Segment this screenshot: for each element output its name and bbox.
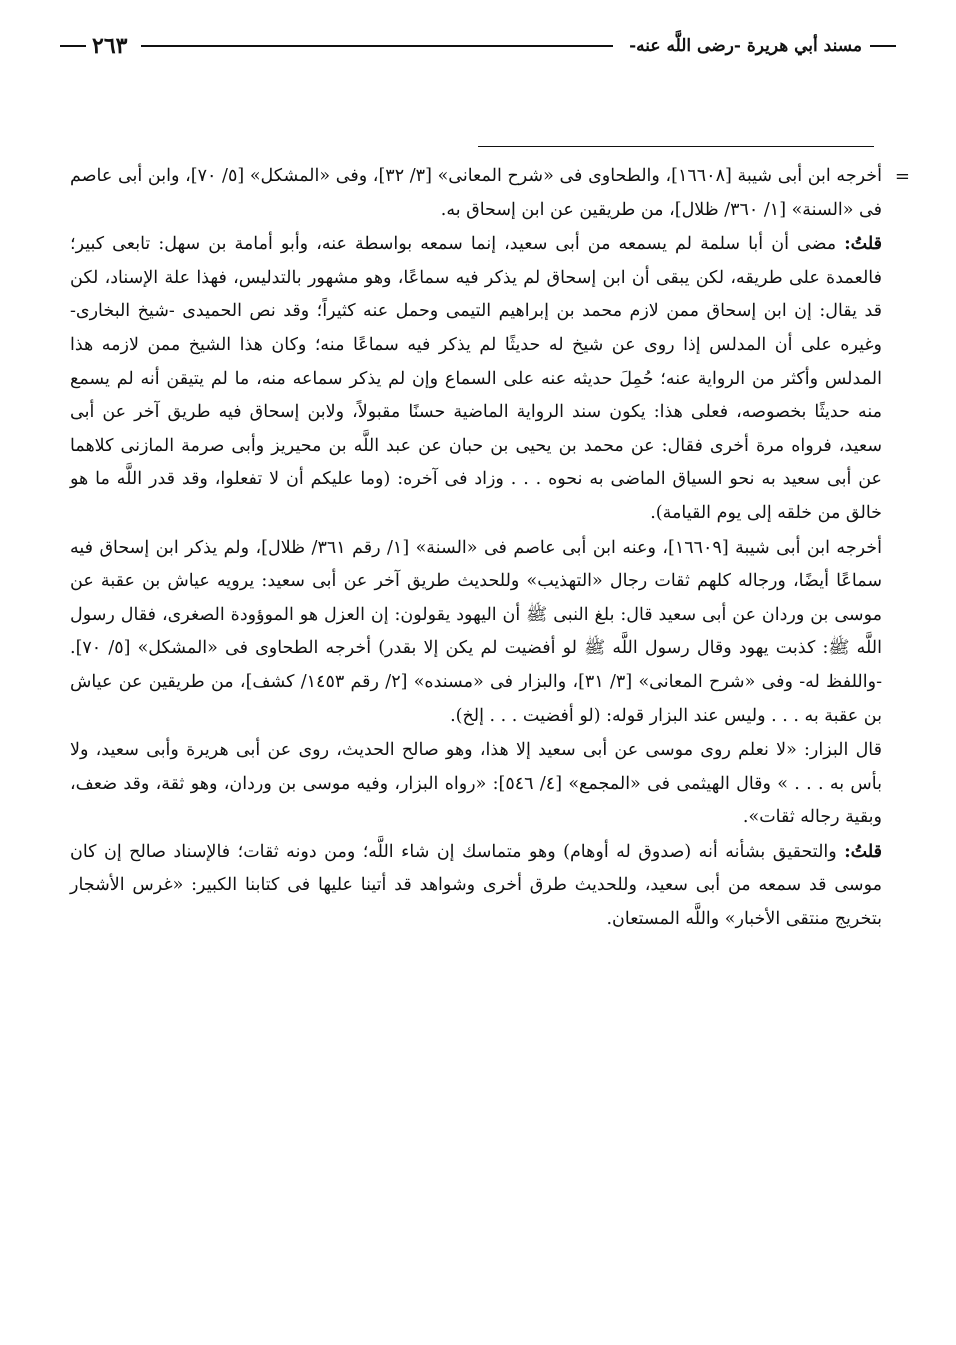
paragraph-text: أخرجه ابن أبى شيبة [١٦٦٠٨]، والطحاوى فى «شرح المعانى» [٣/ ٣٢]، وفى «المشكل» [٥/ ٧٠]، وابن أبى عاصم فى «السنة» [١/ ٣٦٠/ ظلال]، من طريقين عن ابن إسحاق به. xyxy=(70,166,882,220)
footnote-separator xyxy=(478,146,874,147)
page-number: ٢٦٣ xyxy=(92,33,128,59)
header-dash xyxy=(60,45,86,47)
paragraph-1 xyxy=(70,160,882,227)
paragraph-lead: قلتُ: xyxy=(844,841,882,862)
paragraph-5 xyxy=(70,836,882,937)
running-header xyxy=(60,28,896,64)
header-dash xyxy=(870,45,896,47)
paragraph-text: والتحقيق بشأنه أنه (صدوق له أوهام) وهو متماسك إن شاء اللَّه؛ ومن دونه ثقات؛ فالإسناد صالح إن كان موسى قد سمعه من أبى سعيد، وللحديث طرق أخرى وشواهد قد أتينا عليها فى كتابنا الكبير: «غرس الأشجار بتخريج منتقى الأخبار» واللَّه المستعان. xyxy=(70,841,882,930)
paragraph-text: مضى أن أبا سلمة لم يسمعه من أبى سعيد، إنما سمعه بواسطة عنه، وأبو أمامة بن سهل: تابعى كبير؛ فالعمدة على طريقه، لكن يبقى أن ابن إسحاق لم يذكر فيه سماعًا، وهو مشهور بالتدليس، فهذا علة الإسناد، لكن قد يقال: إن ابن إسحاق ممن لازم محمد بن إبراهيم التيمى وحمل عنه كثيراً؛ وقد نص الحميدى -شيخ البخارى- وغيره على أن المدلس إذا روى عن شيخ له حديثًا لم يذكر فيه سماعًا منه؛ وكان هذا الشيخ ممن لازمه هذا المدلس وأكثر من الرواية عنه؛ حُمِلَ حديثه عنه على السماع وإن لم يذكر سماعه منه، ما لم يتيقن أنه لم يسمع منه حديثًا بخصوصه، فعلى هذا: يكون سند الرواية الماضية حسنًا مقبولاً، ولابن إسحاق فيه طريق آخر عن أبى سعيد، فرواه مرة أخرى فقال: عن محمد بن يحيى بن حبان عن عبد اللَّه بن محيريز وأبى صرمة المازنى كلاهما عن أبى سعيد به نحو السياق الماضى به نحوه . . . وزاد فى آخره: (وما عليكم أن لا تفعلوا، وقد قدر اللَّه ما هو خالق من خلقه إلى يوم القيامة). xyxy=(70,234,882,523)
paragraph-text: قال البزار: «لا نعلم روى موسى عن أبى سعيد إلا هذا، وهو صالح الحديث، روى عن أبى هريرة وأبى سعيد، ولا بأس به . . . » وقال الهيثمى فى «المجمع» [٤/ ٥٤٦]: «رواه البزار، وفيه موسى بن وردان، وهو ثقة، وقد ضعف، وبقية رجاله ثقات». xyxy=(70,740,882,828)
paragraph-3 xyxy=(70,532,882,734)
header-rule xyxy=(141,45,613,47)
book-title: مسند أبي هريرة -رضى اللَّه عنه- xyxy=(629,36,862,56)
footnote-body xyxy=(70,160,910,937)
paragraph-2 xyxy=(70,228,882,530)
continuation-mark: = xyxy=(894,166,910,187)
paragraph-text: أخرجه ابن أبى شيبة [١٦٦٠٩]، وعنه ابن أبى عاصم فى «السنة» [١/ رقم ٣٦١/ ظلال]، ولم يذكر ابن إسحاق فيه سماعًا أيضًا، ورجاله كلهم ثقات رجال «التهذيب» وللحديث طريق آخر عن أبى سعيد: يرويه عياش بن عقبة عن موسى بن وردان عن أبى سعيد قال: بلغ النبى ﷺ أن اليهود يقولون: إن العزل هو الموؤودة الصغرى، فقال رسول اللَّه ﷺ: كذبت يهود وقال رسول اللَّه ﷺ لو أفضيت لم يكن إلا بقدر) أخرجه الطحاوى فى «المشكل» [٥/ ٧٠]. -واللفظ له- وفى «شرح المعانى» [٣/ ٣١]، والبزار فى «مسنده» [٢/ رقم ١٤٥٣/ كشف]، من طريقين عن عياش بن عقبة به . . . وليس عند البزار قوله: (لو أفضيت . . . إلخ). xyxy=(70,537,882,726)
paragraph-lead: قلتُ: xyxy=(844,234,882,255)
paragraph-4 xyxy=(70,734,882,835)
